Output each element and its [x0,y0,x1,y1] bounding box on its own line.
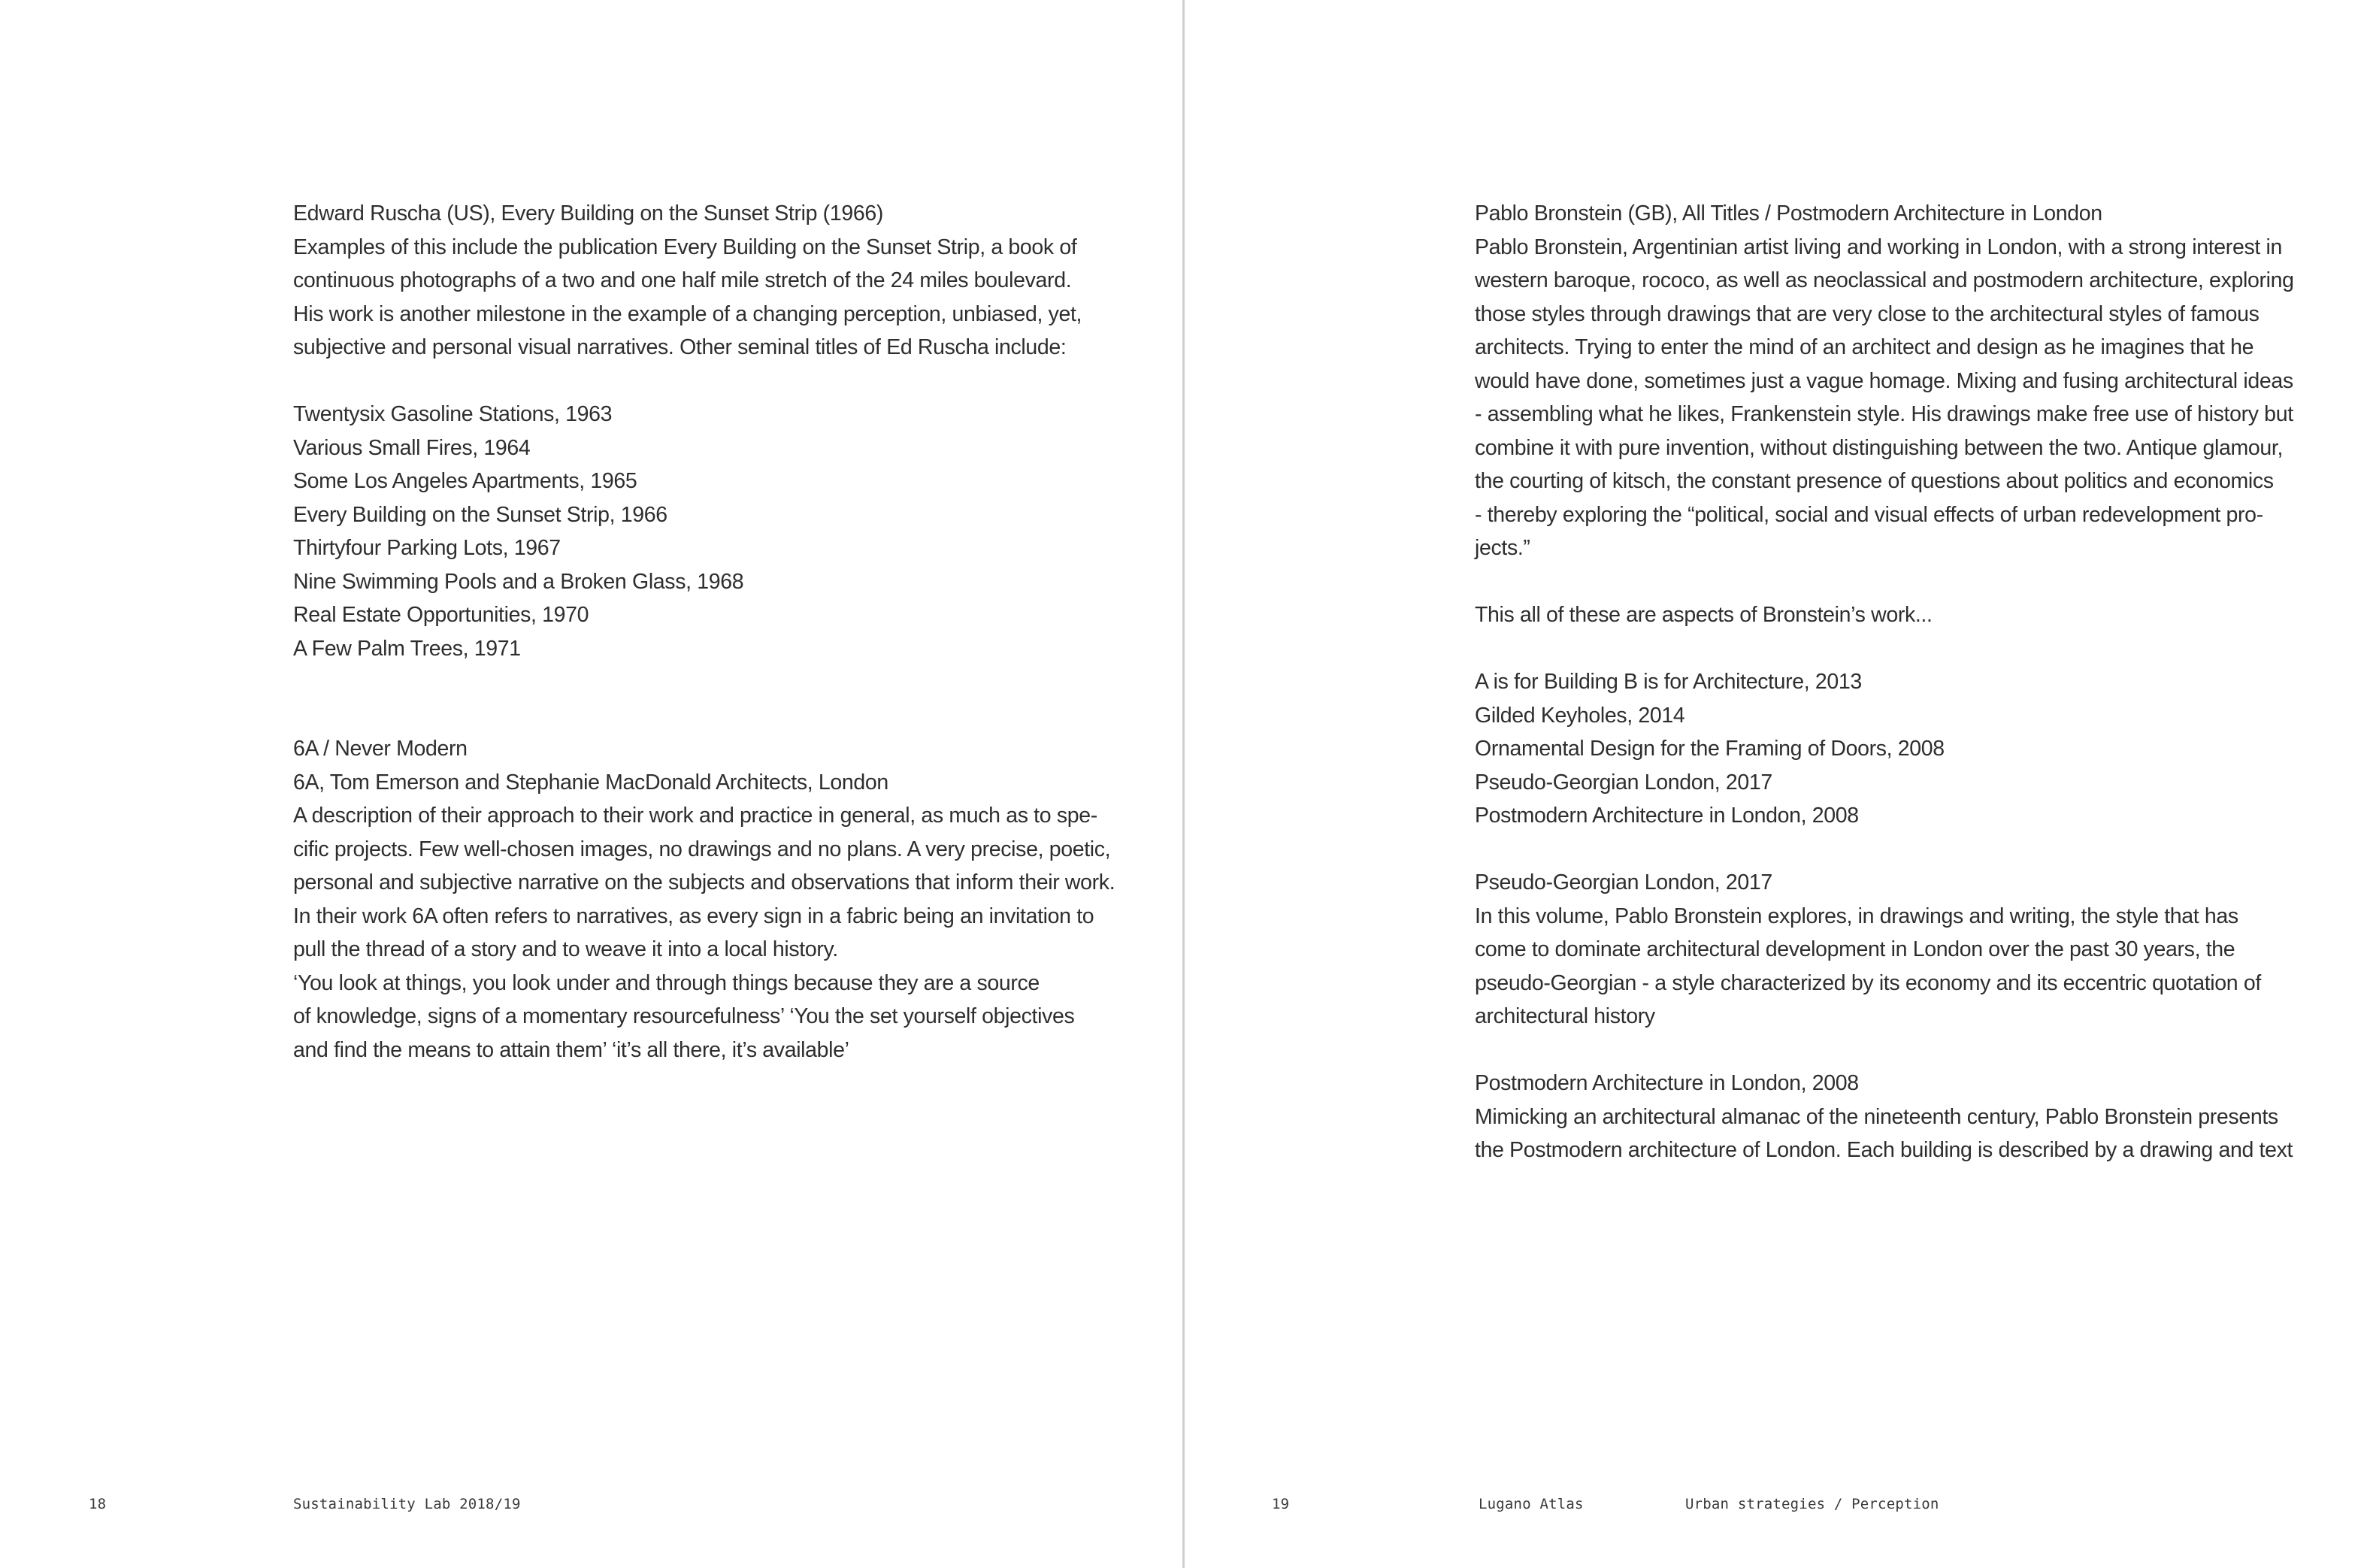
sixa-body-line: ‘You look at things, you look under and through things because they are a source [293,970,1040,995]
bronstein-body-line: those styles through drawings that are very close to the architectural styles of famous [1475,301,2260,326]
bronstein-body-line: Pablo Bronstein, Argentinian artist living and working in London, with a strong interest in [1475,235,2282,259]
ruscha-body-line: continuous photographs of a two and one half mile stretch of the 24 miles boulevard. [293,268,1072,292]
left-page-number: 18 [89,1496,107,1512]
ruscha-title-item: A Few Palm Trees, 1971 [293,636,521,661]
paragraph-spacer [1475,565,2294,599]
bronstein-body-line: the courting of kitsch, the constant presence of questions about politics and economics [1475,469,2274,493]
postmodern-title: Postmodern Architecture in London, 2008 [1475,1071,1859,1095]
left-text-column [293,197,1135,1067]
right-footer-section: Urban strategies / Perception [1685,1496,1939,1512]
sixa-body-line: A description of their approach to their work and practice in general, as much as to spe- [293,804,1097,828]
postmodern-body-line: the Postmodern architecture of London. Each building is described by a drawing and text [1475,1138,2293,1162]
bronstein-title-item: Ornamental Design for the Framing of Doors, 2008 [1475,737,1945,761]
ruscha-body-line: His work is another milestone in the example of a changing perception, unbiased, yet, [293,301,1082,326]
sixa-title: 6A / Never Modern [293,737,468,761]
pseudo-georgian-body-line: architectural history [1475,1004,1655,1028]
bronstein-title: Pablo Bronstein (GB), All Titles / Postmodern Architecture in London [1475,201,2102,226]
left-page [0,0,1182,1568]
bronstein-aspects: This all of these are aspects of Bronstein’s work... [1475,603,1933,627]
ruscha-title: Edward Ruscha (US), Every Building on the Sunset Strip (1966) [293,201,883,226]
paragraph-spacer [1475,833,2294,867]
bronstein-body-line: jects.” [1475,536,1530,560]
sixa-body-line: and find the means to attain them’ ‘it’s all there, it’s available’ [293,1037,849,1062]
bronstein-title-item: A is for Building B is for Architecture, 2013 [1475,670,1862,694]
postmodern-body-line: Mimicking an architectural almanac of the nineteenth century, Pablo Bronstein presents [1475,1104,2278,1129]
right-footer-label: Lugano Atlas [1479,1496,1584,1512]
sixa-subtitle: 6A, Tom Emerson and Stephanie MacDonald Architects, London [293,770,888,795]
left-footer-label: Sustainability Lab 2018/19 [293,1496,521,1512]
bronstein-body-line: combine it with pure invention, without distinguishing between the two. Antique glamour, [1475,435,2284,460]
pseudo-georgian-body-line: In this volume, Pablo Bronstein explores, in drawings and writing, the style that has [1475,904,2238,928]
right-page-number: 19 [1272,1496,1290,1512]
bronstein-title-item: Postmodern Architecture in London, 2008 [1475,804,1859,828]
section-spacer [293,665,1135,732]
pseudo-georgian-title: Pseudo-Georgian London, 2017 [1475,870,1772,894]
sixa-body-line: of knowledge, signs of a momentary resourcefulness’ ‘You the set yourself objectives [293,1004,1075,1028]
pseudo-georgian-body-line: come to dominate architectural development in London over the past 30 years, the [1475,937,2235,961]
ruscha-title-item: Thirtyfour Parking Lots, 1967 [293,536,561,560]
ruscha-title-item: Twentysix Gasoline Stations, 1963 [293,402,613,426]
ruscha-title-item: Various Small Fires, 1964 [293,435,531,460]
ruscha-body-line: Examples of this include the publication Every Building on the Sunset Strip, a book of [293,235,1077,259]
pseudo-georgian-body-line: pseudo-Georgian - a style characterized by its economy and its eccentric quotation of [1475,970,2261,995]
bronstein-body-line: architects. Trying to enter the mind of an architect and design as he imagines that he [1475,335,2254,359]
ruscha-title-item: Some Los Angeles Apartments, 1965 [293,469,637,493]
bronstein-body-line: western baroque, rococo, as well as neoclassical and postmodern architecture, exploring [1475,268,2294,292]
bronstein-title-item: Gilded Keyholes, 2014 [1475,703,1685,728]
bronstein-body-line: - thereby exploring the “political, social and visual effects of urban redevelopment pro- [1475,502,2263,527]
bronstein-body-line: would have done, sometimes just a vague homage. Mixing and fusing architectural ideas [1475,368,2293,393]
paragraph-spacer [1475,632,2294,666]
ruscha-title-item: Nine Swimming Pools and a Broken Glass, 1968 [293,569,744,594]
bronstein-body-line: - assembling what he likes, Frankenstein style. His drawings make free use of history but [1475,402,2293,426]
ruscha-title-item: Real Estate Opportunities, 1970 [293,603,589,627]
right-text-column [1475,197,2294,1167]
paragraph-spacer [293,365,1135,398]
bronstein-title-item: Pseudo-Georgian London, 2017 [1475,770,1772,795]
sixa-body-line: personal and subjective narrative on the subjects and observations that inform their work. [293,870,1115,894]
ruscha-body-line: subjective and personal visual narratives. Other seminal titles of Ed Ruscha include: [293,335,1067,359]
ruscha-title-item: Every Building on the Sunset Strip, 1966 [293,502,667,527]
sixa-body-line: cific projects. Few well-chosen images, no drawings and no plans. A very precise, poetic, [293,837,1111,861]
sixa-body-line: In their work 6A often refers to narratives, as every sign in a fabric being an invitation to [293,904,1094,928]
sixa-body-line: pull the thread of a story and to weave it into a local history. [293,937,838,961]
paragraph-spacer [1475,1034,2294,1067]
